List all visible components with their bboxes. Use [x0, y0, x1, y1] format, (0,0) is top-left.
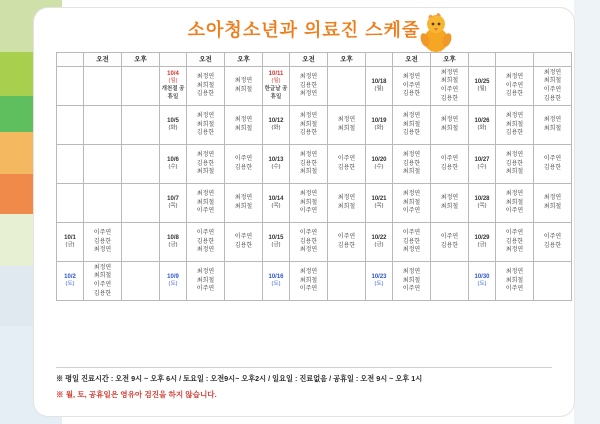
table-row — [57, 145, 572, 184]
date-cell: 10/30 (토) — [469, 262, 496, 301]
table-row — [57, 184, 572, 223]
staff-cell: 최정연 최희철 이주연 — [187, 262, 225, 301]
staff-cell: 최정연 최희철 이주연 — [393, 184, 431, 223]
staff-cell: 최정연 최희철 김용한 — [393, 106, 431, 145]
staff-cell — [122, 184, 160, 223]
staff-cell: 최정연 이주연 김용한 — [496, 67, 534, 106]
staff-cell — [84, 184, 122, 223]
date-cell: 10/25 (월) — [469, 67, 496, 106]
date-cell: 10/12 (화) — [263, 106, 290, 145]
th-13 — [496, 53, 534, 67]
staff-cell: 이주연 김용한 — [534, 145, 572, 184]
date-cell: 10/7 (목) — [160, 184, 187, 223]
staff-cell: 이주연 김용한 최정연 — [187, 223, 225, 262]
staff-cell: 최정연 최희철 — [534, 184, 572, 223]
staff-cell: 최정연 최희철 이주연 — [496, 262, 534, 301]
schedule-table — [56, 52, 572, 301]
date-cell: 10/18 (월) — [366, 67, 393, 106]
th-2: 오후 — [122, 53, 160, 67]
th-12 — [469, 53, 496, 67]
staff-cell: 이주연 김용한 — [534, 223, 572, 262]
th-7: 오전 — [290, 53, 328, 67]
staff-cell — [84, 67, 122, 106]
date-cell — [57, 145, 84, 184]
date-cell: 10/9 (토) — [160, 262, 187, 301]
footer-notice: ※ 월, 토, 공휴일은 영유아 검진을 하지 않습니다. — [56, 390, 217, 399]
staff-cell: 최정연 최희철 이주연 — [290, 262, 328, 301]
staff-cell: 최정연 김용한 최희철 — [496, 145, 534, 184]
th-14 — [534, 53, 572, 67]
staff-cell: 이주연 김용한 최정연 — [290, 223, 328, 262]
staff-cell: 최정연 이주연 김용한 — [393, 67, 431, 106]
staff-cell — [84, 145, 122, 184]
date-cell: 10/2 (토) — [57, 262, 84, 301]
th-4: 오전 — [187, 53, 225, 67]
staff-cell — [122, 223, 160, 262]
staff-cell — [122, 145, 160, 184]
staff-cell: 이주연 김용한 최정연 — [496, 223, 534, 262]
staff-cell — [122, 106, 160, 145]
th-3 — [160, 53, 187, 67]
staff-cell: 최정연 최희철 김용한 — [187, 106, 225, 145]
schedule-table-wrap — [56, 52, 562, 301]
date-cell: 10/16 (토) — [263, 262, 290, 301]
date-cell: 10/8 (금) — [160, 223, 187, 262]
staff-cell: 최정연 김용한 최희철 — [290, 145, 328, 184]
staff-cell: 이주연 김용한 최정연 — [393, 223, 431, 262]
date-cell: 10/29 (금) — [469, 223, 496, 262]
date-cell: 10/14 (목) — [263, 184, 290, 223]
date-cell — [57, 106, 84, 145]
staff-cell: 최정연 최희철 이주연 — [496, 184, 534, 223]
date-cell: 10/1 (금) — [57, 223, 84, 262]
date-cell: 10/6 (수) — [160, 145, 187, 184]
date-cell: 10/20 (수) — [366, 145, 393, 184]
staff-cell: 최정연 김용한 최희철 — [187, 145, 225, 184]
schedule-body — [57, 67, 572, 301]
staff-cell: 이주연 김용한 — [328, 223, 366, 262]
date-cell: 10/26 (화) — [469, 106, 496, 145]
staff-cell: 최정연 최희철 이주연 — [290, 184, 328, 223]
th-5: 오후 — [225, 53, 263, 67]
staff-cell: 최정연 최희철 — [534, 106, 572, 145]
staff-cell — [328, 262, 366, 301]
staff-cell: 최정연 최희철 이주연 김용한 — [84, 262, 122, 301]
th-0 — [57, 53, 84, 67]
staff-cell — [225, 262, 263, 301]
date-cell: 10/21 (목) — [366, 184, 393, 223]
th-6 — [263, 53, 290, 67]
date-cell: 10/13 (수) — [263, 145, 290, 184]
staff-cell: 최정연 최희철 — [328, 184, 366, 223]
date-cell: 10/5 (화) — [160, 106, 187, 145]
staff-cell: 최정연 최희철 김용한 — [290, 106, 328, 145]
th-10: 오전 — [393, 53, 431, 67]
footer-divider — [56, 367, 552, 368]
staff-cell — [84, 106, 122, 145]
date-cell: 10/23 (토) — [366, 262, 393, 301]
staff-cell: 이주연 김용한 — [328, 145, 366, 184]
table-row — [57, 67, 572, 106]
staff-cell: 최정연 최희철 — [225, 184, 263, 223]
staff-cell: 이주연 김용한 — [431, 223, 469, 262]
staff-cell: 이주연 김용한 최정연 — [84, 223, 122, 262]
page-title: 소아청소년과 의료진 스케줄 — [187, 20, 421, 40]
staff-cell: 최정연 최희철 김용한 — [496, 106, 534, 145]
staff-cell: 이주연 김용한 — [431, 145, 469, 184]
schedule-card — [34, 8, 574, 416]
date-cell: 10/15 (금) — [263, 223, 290, 262]
table-row — [57, 106, 572, 145]
staff-cell: 최정연 최희철 이주연 김용한 — [431, 67, 469, 106]
staff-cell: 이주연 김용한 — [225, 223, 263, 262]
staff-cell: 최정연 최희철 이주연 김용한 — [534, 67, 572, 106]
date-cell: 10/28 (목) — [469, 184, 496, 223]
staff-cell: 최정연 최희철 — [431, 184, 469, 223]
staff-cell: 최정연 최희철 — [431, 106, 469, 145]
staff-cell: 최정연 최희철 — [225, 67, 263, 106]
staff-cell: 최정연 최희철 — [328, 106, 366, 145]
staff-cell — [122, 262, 160, 301]
staff-cell — [431, 262, 469, 301]
date-cell: 10/22 (금) — [366, 223, 393, 262]
staff-cell: 이주연 김용한 — [225, 145, 263, 184]
footer — [56, 363, 552, 400]
staff-cell: 최정연 최희철 — [225, 106, 263, 145]
th-1: 오전 — [84, 53, 122, 67]
date-cell — [57, 184, 84, 223]
staff-cell: 최정연 최희철 김용한 — [187, 67, 225, 106]
staff-cell — [122, 67, 160, 106]
staff-cell: 최정연 김용한 최정연 — [290, 67, 328, 106]
staff-cell — [534, 262, 572, 301]
date-cell: 10/4 (월) 개천절 공휴일 — [160, 67, 187, 106]
table-header-row — [57, 53, 572, 67]
staff-cell: 최정연 최희철 이주연 — [393, 262, 431, 301]
th-9 — [366, 53, 393, 67]
table-row — [57, 223, 572, 262]
date-cell — [57, 67, 84, 106]
chick-icon — [416, 10, 456, 54]
footer-hours: ※ 평일 진료시간 : 오전 9시 ~ 오후 6시 / 토요일 : 오전9시~ 오후2시 / 일요일 : 진료없음 / 공휴일 : 오전 9시 ~ 오후 1시 — [56, 374, 423, 383]
date-cell: 10/11 (월) 한글날 공휴일 — [263, 67, 290, 106]
date-cell: 10/27 (수) — [469, 145, 496, 184]
th-8: 오후 — [328, 53, 366, 67]
table-row — [57, 262, 572, 301]
staff-cell: 최정연 최희철 이주연 — [187, 184, 225, 223]
staff-cell — [328, 67, 366, 106]
date-cell: 10/19 (화) — [366, 106, 393, 145]
staff-cell: 최정연 김용한 최희철 — [393, 145, 431, 184]
th-11: 오후 — [431, 53, 469, 67]
